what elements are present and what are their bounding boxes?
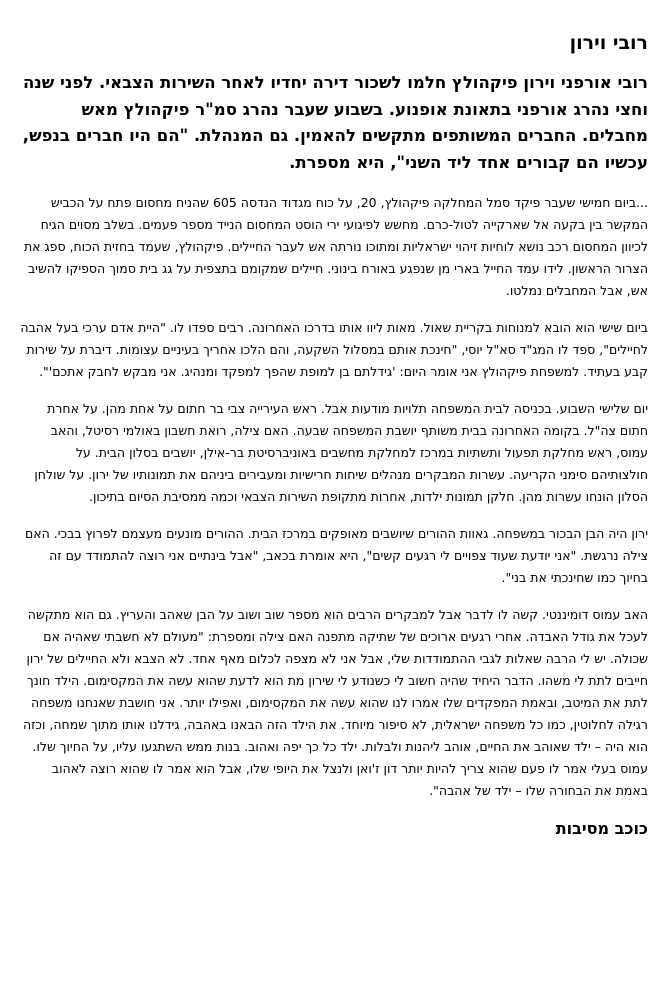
article-paragraph-4: ירון היה הבן הבכור במשפחה. גאוות ההורים שיושבים מאופקים במרכז הבית. ההורים מונעים מעצמם לפרוץ בבכי. האם צילה נרגשת. "אני יודעת שעוד צפויים לי רגעים קשים", היא אומרת בכאב, "אבל בינתיים אני רוצה להתמודד עם זה בחיוך כמו שחינכתי את בני".: [24, 526, 648, 585]
article-lead: רובי אורפני וירון פיקהולץ חלמו לשכור דירה יחדיו לאחר השירות הצבאי. לפני שנה וחצי נהרג אורפני בתאונת אופנוע. בשבוע שעבר נהרג סמ"ר פיקהולץ מאש מחבלים. החברים המשותפים מתקשים להאמין. גם המנהלת. "הם היו חברים בנפש, עכשיו הם קבורים אחד ליד השני", היא מספרת.: [22, 73, 648, 172]
section-heading: כוכב מסיבות: [555, 819, 648, 838]
article: [18, 30, 648, 841]
article-title: רובי וירון: [569, 32, 648, 54]
article-paragraph-2: ביום שישי הוא הובא למנוחות בקריית שאול. מאות ליוו אותו בדרכו האחרונה. רבים ספדו לו. "היית אדם ערכי בעל אהבה לחיילים", ספד לו המג"ד סא"ל יוסי, "חינכת אותם במסלול השקעה, והם הלכו אחריך בעיניים עצומות. דיברת על שירות קבע בעתיד. למשפחת פיקהולץ אני אומר היום: 'גידלתם בן למופת שהפך למפקד ומנהיג. אני מבקש לחבק אתכם'".: [20, 320, 648, 379]
article-paragraph-5: האב עמוס דומיננטי. קשה לו לדבר אבל למבקרים הרבים הוא מספר שוב ושוב על הבן שאהב והעריץ. גם הוא מתקשה לעכל את גודל האבדה. אחרי רגעים ארוכים של שתיקה מתפנה האם צילה ומספרת: "מעולם לא חשבתי שאהיה אם שכולה. יש לי הרבה שאלות לגבי ההתמודדות שלי, אבל אני לא מצפה לכלום מאף אחד. לא הצבא ולא החיילים של ירון חייבים לתת לי משהו. הדבר היחיד שהיה חשוב לי כשנודע לי שירון מת הוא לדעת שהוא עשה את המקסימום. הילד חונך לתת את המיטב, ובאמת המפקדים שלו אמרו לנו שהוא עשה את המקסימום, ואפילו יותר. אני חושבת שאנחנו משפחה רגילה לחלוטין, כמו כל משפחה ישראלית, לא סיפור מיוחד. את הילד הזה הבאנו באהבה, גידלנו אותו מתוך שמחה, וכזה הוא היה – ילד שאוהב את החיים, אוהב ליהנות ולבלות. ילד כל כך יפה ואהוב. בנות ממש השתגעו עליו, על החיוך שלו. עמוס בעלי אמר לו פעם שהוא צריך להיות יותר דון ז'ואן ולנצל את היופי שלו, אבל הוא אמר לו שהוא רוצה לאהוב באמת את הבחורה שלו – ילד של אהבה".: [22, 607, 648, 798]
article-paragraph-3: יום שלישי השבוע. בכניסה לבית המשפחה תלויות מודעות אבל. ראש העירייה צבי בר חתום על אחת מהן. על אחרת חתום צה"ל. בקומה האחרונה בבית משותף יושבת המשפחה שבעה. האם צילה, רואת חשבון באולמי רסיטל, והאב עמוס, ראש מחלקת תפעול ותשתיות במרכז למחלקת מחשבים באוניברסיטת בר-אילן, יושבים בסלון הבית. על חולצותיהם סימני הקריעה. עשרות המבקרים מנהלים שיחות חרישיות ומעבירים ביניהם את תמונותיו של ירון. על שולחן הסלון הונחו עשרות מהן. חלקן תמונות ילדות, אחרות מתקופת השירות הצבאי וכמה ממסיבת הסיום בתיכון.: [34, 401, 648, 504]
article-paragraph-1: ...ביום חמישי שעבר פיקד סמל המחלקה פיקהולץ, 20, על כוח מגדוד הנדסה 605 שהניח מחסום פתח על הכביש המקשר בין בקעה אל שארקייה לטול-כרם. מחשש לפיגועי ירי הוסט המחסום הנייד מספר פעמים. בשלב מסוים הגיח לכיוון המחסום רכב נושא לוחיות זיהוי ישראליות ומתוכו נורתה אש לעבר החיילים. פיקהולץ, שעמד בחזית הכוח, ספג את הצרור הראשון. לידו עמד החייל בארי מן שנפגע באורח בינוני. חיילים שמקומם בתצפית על גג בית סמוך הספיקו להשיב אש, אבל המחבלים נמלטו.: [23, 195, 648, 298]
